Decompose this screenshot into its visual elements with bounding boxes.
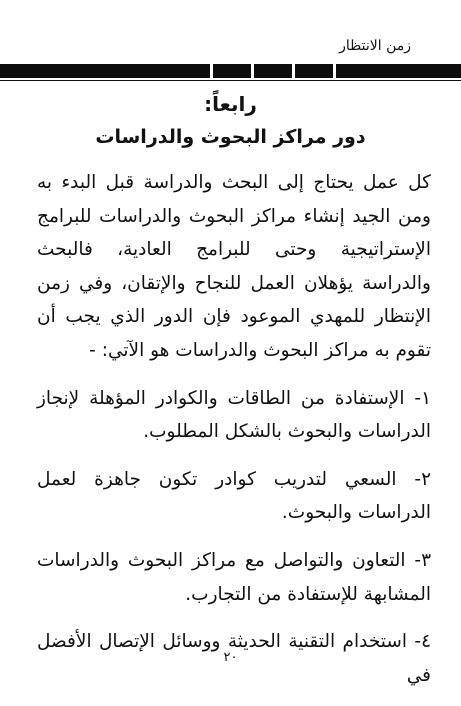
header-rule-line <box>0 80 461 81</box>
header-rule-segment <box>0 64 210 78</box>
page-number: ٢٠ <box>223 650 238 665</box>
running-header-title: زمن الانتظار <box>339 38 411 54</box>
section-subheading: دور مراكز البحوث والدراسات <box>95 126 366 148</box>
intro-paragraph: كل عمل يحتاج إلى البحث والدراسة قبل البدء به ومن الجيد إنشاء مراكز البحوث والدراسات للبرامج الإستراتيجية وحتى للبرامج العادية، فالبحث والدراسة يؤهلان العمل للنجاح والإتقان، وفي زمن الإنتظار للمهدي الموعود فإن الدور الذي يجب أن تقوم به مراكز البحوث والدراسات هو الآتي: - <box>37 172 431 361</box>
header-rule-segment <box>254 64 292 78</box>
list-item: ٢- السعي لتدريب كوادر تكون جاهزة لعمل الدراسات والبحوث. <box>37 468 431 524</box>
header-rule-segment <box>295 64 333 78</box>
header-rule-segment <box>336 64 461 78</box>
list-item: ٤- استخدام التقنية الحديثة ووسائل الإتصال الأفضل في <box>37 631 431 686</box>
header-rule-bar <box>0 64 461 78</box>
list-item: ١- الإستفادة من الطاقات والكوادر المؤهلة لإنجاز الدراسات والبحوث بالشكل المطلوب. <box>37 387 431 443</box>
body-text <box>37 166 431 692</box>
header-rule-segment <box>213 64 251 78</box>
list-item: ٣- التعاون والتواصل مع مراكز البحوث والدراسات المشابهة للإستفادة من التجارب. <box>37 549 431 605</box>
section-heading: رابعاً: <box>204 92 257 116</box>
numbered-list <box>37 382 431 693</box>
